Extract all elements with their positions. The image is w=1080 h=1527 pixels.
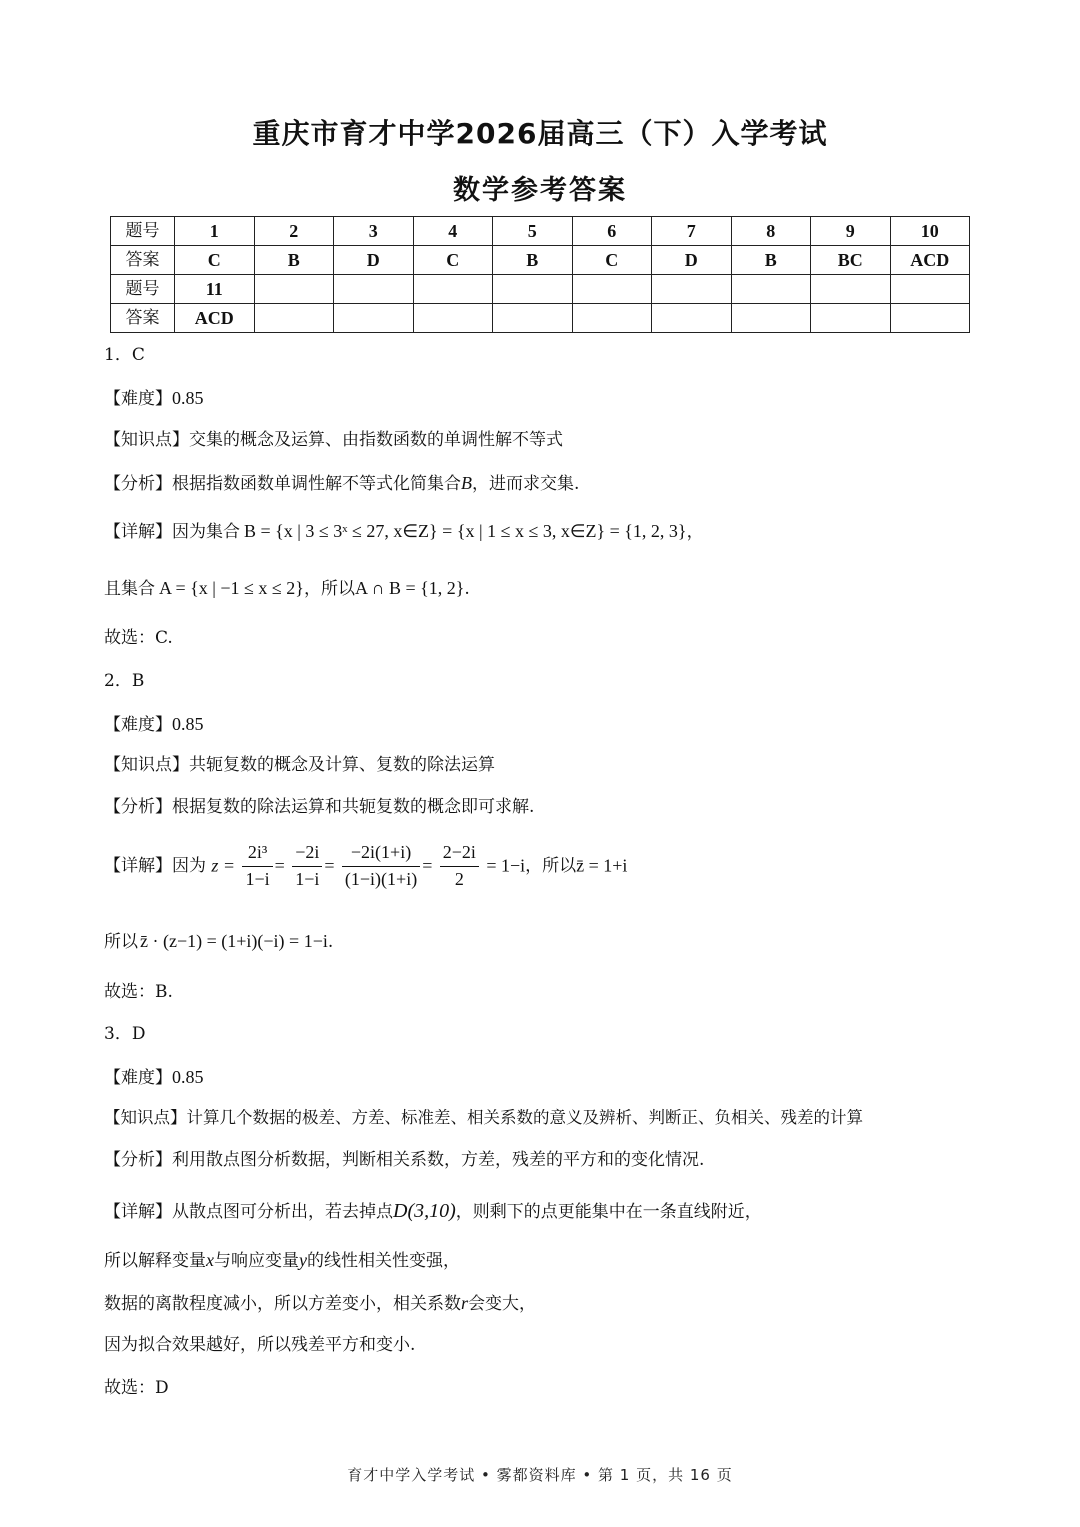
- question-1-head: 1．C: [104, 345, 145, 365]
- analysis-tag: 【分析】: [104, 797, 172, 817]
- empty-cell: [572, 304, 652, 333]
- analysis-text: 根据指数函数单调性解不等式化简集合: [172, 474, 461, 494]
- empty-cell: [652, 304, 732, 333]
- empty-cell: [572, 275, 652, 304]
- analysis-text: 利用散点图分析数据，判断相关系数，方差，残差的平方和的变化情况.: [172, 1150, 705, 1170]
- answer-table: [110, 216, 970, 333]
- q3-knowledge: [104, 1110, 863, 1127]
- fraction-denominator: 1−i: [245, 868, 270, 889]
- empty-cell: [731, 275, 811, 304]
- fraction-denominator: 2: [454, 868, 464, 889]
- question-number: 10: [890, 217, 970, 246]
- empty-cell: [254, 304, 334, 333]
- fraction-denominator: (1−i)(1+i): [344, 868, 418, 889]
- answer-cell: C: [413, 246, 493, 275]
- difficulty-value: 0.85: [172, 388, 204, 408]
- variable: x: [206, 1250, 214, 1270]
- empty-cell: [811, 275, 891, 304]
- analysis-text: ，进而求交集.: [472, 474, 580, 494]
- table-row: [111, 246, 970, 275]
- formula: z̄ · (z−1) = (1+i)(−i) = 1−i: [140, 931, 328, 951]
- fraction: [342, 843, 420, 890]
- fraction: [242, 843, 272, 890]
- detail-text: ，: [686, 522, 704, 542]
- q2-analysis: [104, 799, 534, 816]
- answer-cell: ACD: [175, 304, 255, 333]
- difficulty-tag: 【难度】: [104, 1068, 172, 1088]
- detail-tag: 【详解】: [104, 522, 172, 542]
- analysis-tag: 【分析】: [104, 474, 172, 494]
- answer-cell: D: [652, 246, 732, 275]
- empty-cell: [811, 304, 891, 333]
- knowledge-tag: 【知识点】: [104, 755, 189, 775]
- question-number: 2: [254, 217, 334, 246]
- detail-text: 因为集合: [172, 522, 240, 542]
- answer-cell: B: [493, 246, 573, 275]
- detail-text: 数据的离散程度减小，所以方差变小，相关系数: [104, 1294, 461, 1314]
- page-subtitle: 数学参考答案: [453, 175, 627, 206]
- fraction: [292, 843, 322, 890]
- q3-detail-line2: [104, 1251, 460, 1270]
- empty-cell: [890, 304, 970, 333]
- detail-text: ，则剩下的点更能集中在一条直线附近，: [455, 1202, 762, 1222]
- q2-detail-line2: [104, 932, 333, 951]
- detail-text: 的线性相关性变强，: [307, 1251, 460, 1271]
- answer-cell: C: [175, 246, 255, 275]
- q1-choice: 故选：C.: [104, 628, 173, 648]
- formula: D(3,10): [393, 1200, 456, 1222]
- q1-analysis: [104, 474, 579, 493]
- answer-cell: D: [334, 246, 414, 275]
- difficulty-value: 0.85: [172, 714, 204, 734]
- row-label: 题号: [111, 275, 175, 304]
- answer-cell: B: [254, 246, 334, 275]
- q3-analysis: [104, 1152, 704, 1169]
- answer-cell: B: [731, 246, 811, 275]
- q1-difficulty: [104, 389, 204, 408]
- question-number: 5: [493, 217, 573, 246]
- detail-text: 所以: [104, 932, 138, 952]
- detail-text: 从散点图可分析出，若去掉点: [172, 1202, 393, 1222]
- empty-cell: [413, 275, 493, 304]
- q1-detail-line2: [104, 579, 470, 598]
- q2-difficulty: [104, 715, 204, 734]
- fraction: [440, 843, 479, 890]
- formula: = 1−i: [486, 855, 526, 876]
- table-row: [111, 217, 970, 246]
- q3-detail: [104, 1201, 762, 1221]
- row-label: 答案: [111, 304, 175, 333]
- question-number: 11: [175, 275, 255, 304]
- detail-text: 与响应变量: [214, 1251, 299, 1271]
- formula: A = {x | −1 ≤ x ≤ 2}: [159, 578, 304, 598]
- variable: y: [299, 1250, 307, 1270]
- fraction-denominator: 1−i: [295, 868, 320, 889]
- fraction-numerator: −2i(1+i): [342, 843, 420, 867]
- empty-cell: [334, 304, 414, 333]
- q2-knowledge: [104, 757, 495, 774]
- page-footer: 育才中学入学考试 • 雾都资料库 • 第 1 页，共 16 页: [347, 1466, 733, 1484]
- detail-text: 因为: [172, 855, 206, 876]
- q2-detail: 【详解】因为 z = $\frac{\text{2i³}}{1-i}$ = $\frac{-2i}{1-i}$ = $\frac{-2i(1+i)}{(1-i)(1+i)}$ = $\frac{2-2i}{2}$ = 1−i，所以z̄ = 1+i: [104, 842, 628, 889]
- difficulty-value: 0.85: [172, 1067, 204, 1087]
- detail-tag: 【详解】: [104, 1202, 172, 1222]
- empty-cell: [652, 275, 732, 304]
- empty-cell: [413, 304, 493, 333]
- detail-text: .: [327, 932, 334, 952]
- question-number: 9: [811, 217, 891, 246]
- question-number: 7: [652, 217, 732, 246]
- detail-text: 且集合: [104, 579, 155, 599]
- q3-detail-line4: 因为拟合效果越好，所以残差平方和变小.: [104, 1335, 416, 1355]
- q1-detail: [104, 522, 704, 541]
- formula: A ∩ B = {1, 2}: [354, 578, 465, 598]
- fraction-numerator: 2−2i: [440, 843, 479, 867]
- question-number: 1: [175, 217, 255, 246]
- knowledge-text: 共轭复数的概念及计算、复数的除法运算: [189, 755, 495, 775]
- question-number: 4: [413, 217, 493, 246]
- difficulty-tag: 【难度】: [104, 389, 172, 409]
- detail-tag: 【详解】: [104, 855, 172, 876]
- question-number: 8: [731, 217, 811, 246]
- formula: z̄ = 1+i: [576, 855, 628, 876]
- q3-difficulty: [104, 1068, 204, 1087]
- question-2-head: 2．B: [104, 671, 145, 691]
- analysis-text: 根据复数的除法运算和共轭复数的概念即可求解.: [172, 797, 535, 817]
- question-number: 3: [334, 217, 414, 246]
- empty-cell: [254, 275, 334, 304]
- row-label: 题号: [111, 217, 175, 246]
- detail-text: .: [464, 579, 470, 599]
- table-row: [111, 304, 970, 333]
- row-label: 答案: [111, 246, 175, 275]
- empty-cell: [493, 304, 573, 333]
- analysis-tag: 【分析】: [104, 1150, 172, 1170]
- variable: r: [461, 1293, 469, 1313]
- answer-cell: ACD: [890, 246, 970, 275]
- analysis-variable: B: [461, 473, 472, 493]
- q1-knowledge: [104, 432, 563, 449]
- knowledge-tag: 【知识点】: [104, 430, 189, 450]
- detail-text: ，所以: [525, 855, 577, 876]
- knowledge-tag: 【知识点】: [104, 1108, 187, 1127]
- question-number: 6: [572, 217, 652, 246]
- q3-choice: 故选：D: [104, 1378, 169, 1398]
- empty-cell: [493, 275, 573, 304]
- fraction-numerator: 2i³: [242, 843, 272, 867]
- knowledge-text: 计算几个数据的极差、方差、标准差、相关系数的意义及辨析、判断正、负相关、残差的计算: [186, 1108, 863, 1127]
- question-3-head: 3．D: [104, 1024, 146, 1044]
- detail-text: 会变大，: [468, 1294, 537, 1314]
- formula: B = {x | 3 ≤ 3ˣ ≤ 27, x∈Z} = {x | 1 ≤ x ≤ 3, x∈Z} = {1, 2, 3}: [244, 521, 687, 541]
- detail-text: 所以解释变量: [104, 1251, 206, 1271]
- q2-choice: 故选：B.: [104, 982, 173, 1002]
- table-row: [111, 275, 970, 304]
- answer-cell: C: [572, 246, 652, 275]
- difficulty-tag: 【难度】: [104, 715, 172, 735]
- answer-cell: BC: [811, 246, 891, 275]
- detail-text: ，所以: [303, 579, 355, 599]
- empty-cell: [334, 275, 414, 304]
- empty-cell: [890, 275, 970, 304]
- formula: z =: [211, 855, 236, 876]
- empty-cell: [731, 304, 811, 333]
- page-title: 重庆市育才中学2026届高三（下）入学考试: [252, 117, 828, 150]
- knowledge-text: 交集的概念及运算、由指数函数的单调性解不等式: [189, 430, 563, 450]
- fraction-numerator: −2i: [292, 843, 322, 867]
- q3-detail-line3: [104, 1294, 536, 1313]
